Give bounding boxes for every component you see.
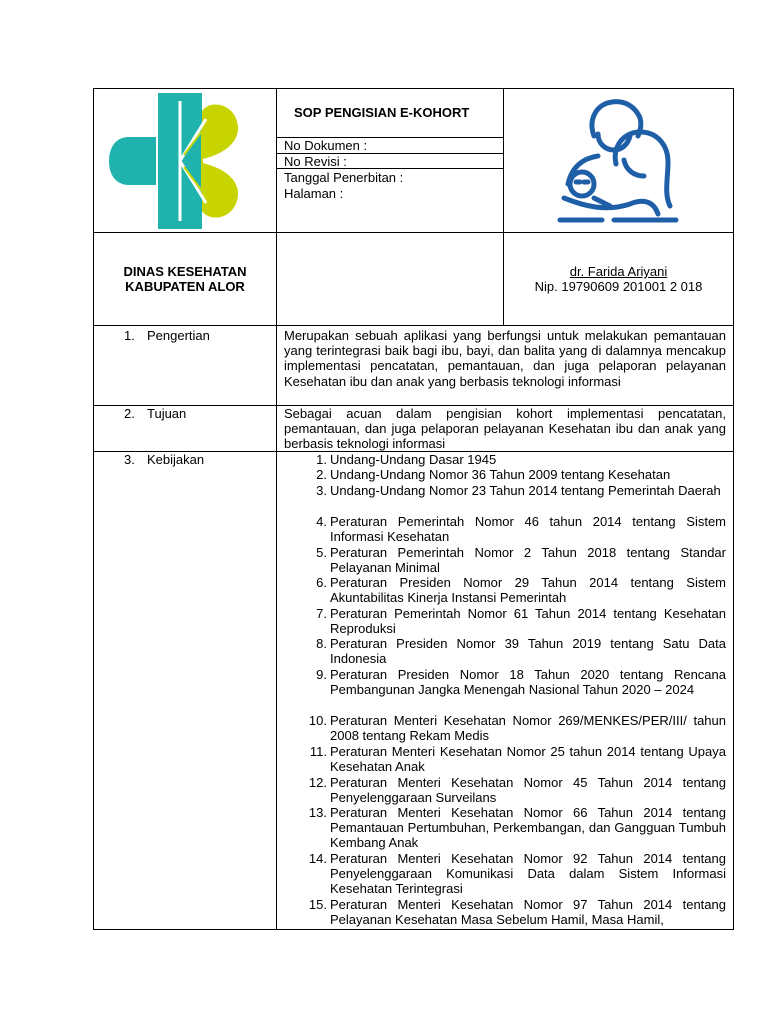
signatory-nip: Nip. 19790609 201001 2 018 xyxy=(534,279,703,295)
row-divider-header xyxy=(93,232,734,233)
institution-line-1: DINAS KESEHATAN xyxy=(123,264,247,279)
section-2-label: Tujuan xyxy=(147,406,187,421)
tujuan-text: Sebagai acuan dalam pengisian kohort implementasi pencatatan, pemantauan, dan juga pelaporan pelayanan Kesehatan ibu dan anak yang berbasis teknologi informasi xyxy=(284,406,726,452)
policy-item-number: 10. xyxy=(308,713,327,728)
policy-item-text: Peraturan Presiden Nomor 18 Tahun 2020 tentang Rencana Pembangunan Jangka Menengah Nasional Tahun 2020 – 2024 xyxy=(330,667,726,698)
policy-item-text: Peraturan Menteri Kesehatan Nomor 45 Tahun 2014 tentang Penyelenggaraan Surveilans xyxy=(330,775,726,806)
section-1-label: Pengertian xyxy=(147,328,210,343)
policy-item-number: 9. xyxy=(316,667,327,682)
table-border-left xyxy=(93,88,94,930)
table-border-bottom xyxy=(93,929,734,930)
policy-item-text: Undang-Undang Nomor 23 Tahun 2014 tentang Pemerintah Daerah xyxy=(330,483,721,498)
policy-item-number: 2. xyxy=(316,467,327,482)
document-title: SOP PENGISIAN E-KOHORT xyxy=(294,105,470,120)
policy-item-number: 8. xyxy=(316,636,327,651)
policy-item-number: 15. xyxy=(308,897,327,912)
halaman-label: Halaman : xyxy=(284,186,344,201)
policy-item-number: 13. xyxy=(308,805,327,820)
column-divider-1 xyxy=(276,88,277,930)
policy-item-number: 3. xyxy=(316,483,327,498)
policy-item-text: Peraturan Menteri Kesehatan Nomor 92 Tahun 2014 tentang Penyelenggaraan Komunikasi Data dalam Sistem Informasi Kesehatan Terintegrasi xyxy=(330,851,726,897)
section-1-number: 1. xyxy=(124,328,135,343)
policy-item-number: 5. xyxy=(316,545,327,560)
institution-line-2: KABUPATEN ALOR xyxy=(125,279,245,295)
no-revisi-label: No Revisi : xyxy=(284,154,347,169)
policy-item-text: Peraturan Pemerintah Nomor 61 Tahun 2014 tentang Kesehatan Reproduksi xyxy=(330,606,726,637)
policy-item-number: 14. xyxy=(308,851,327,866)
policy-item-text: Peraturan Pemerintah Nomor 2 Tahun 2018 tentang Standar Pelayanan Minimal xyxy=(330,545,726,576)
policy-item-number: 11. xyxy=(309,744,327,759)
policy-item-text: Peraturan Menteri Kesehatan Nomor 25 tahun 2014 tentang Upaya Kesehatan Anak xyxy=(330,744,726,775)
policy-item-number: 7. xyxy=(316,606,327,621)
table-border-right xyxy=(733,88,734,930)
policy-item-text: Peraturan Presiden Nomor 39 Tahun 2019 tentang Satu Data Indonesia xyxy=(330,636,726,667)
policy-item-text: Peraturan Menteri Kesehatan Nomor 66 Tahun 2014 tentang Pemantauan Pertumbuhan, Perkembangan, dan Gangguan Tumbuh Kembang Anak xyxy=(330,805,726,851)
policy-item-text: Peraturan Pemerintah Nomor 46 tahun 2014 tentang Sistem Informasi Kesehatan xyxy=(330,514,726,545)
policy-item-number: 12. xyxy=(308,775,327,790)
section-3-number: 3. xyxy=(124,452,135,467)
institution-name xyxy=(94,264,276,294)
table-border-top xyxy=(93,88,734,89)
policy-item-text: Peraturan Menteri Kesehatan Nomor 97 Tahun 2014 tentang Pelayanan Kesehatan Masa Sebelum Hamil, Masa Hamil, xyxy=(330,897,726,928)
policy-item-number: 4. xyxy=(316,514,327,529)
section-2-number: 2. xyxy=(124,406,135,421)
no-dokumen-label: No Dokumen : xyxy=(284,138,368,153)
kemenkes-logo xyxy=(106,91,242,231)
policy-item-text: Undang-Undang Nomor 36 Tahun 2009 tentang Kesehatan xyxy=(330,467,671,482)
row-divider-signature xyxy=(93,325,734,326)
policy-item-number: 1. xyxy=(316,452,327,467)
policy-item-text: Peraturan Menteri Kesehatan Nomor 269/MENKES/PER/III/ tahun 2008 tentang Rekam Medis xyxy=(330,713,726,744)
pengertian-text: Merupakan sebuah aplikasi yang berfungsi untuk melakukan pemantauan yang terintegrasi baik bagi ibu, bayi, dan balita yang di dalamnya mencakup implementasi pencatatan, pemantauan, dan juga pelaporan pelayanan Kesehatan ibu dan anak yang berbasis teknologi informasi xyxy=(284,328,726,389)
policy-item-text: Peraturan Presiden Nomor 29 Tahun 2014 tentang Sistem Akuntabilitas Kinerja Instansi Pemerintah xyxy=(330,575,726,606)
tanggal-penerbitan-label: Tanggal Penerbitan : xyxy=(284,170,404,185)
policy-item-text: Undang-Undang Dasar 1945 xyxy=(330,452,497,467)
signatory-name[interactable]: dr. Farida Ariyani xyxy=(569,264,668,279)
policy-item-number: 6. xyxy=(316,575,327,590)
section-3-label: Kebijakan xyxy=(147,452,205,467)
family-illustration xyxy=(554,94,684,228)
signatory-block xyxy=(504,264,733,294)
